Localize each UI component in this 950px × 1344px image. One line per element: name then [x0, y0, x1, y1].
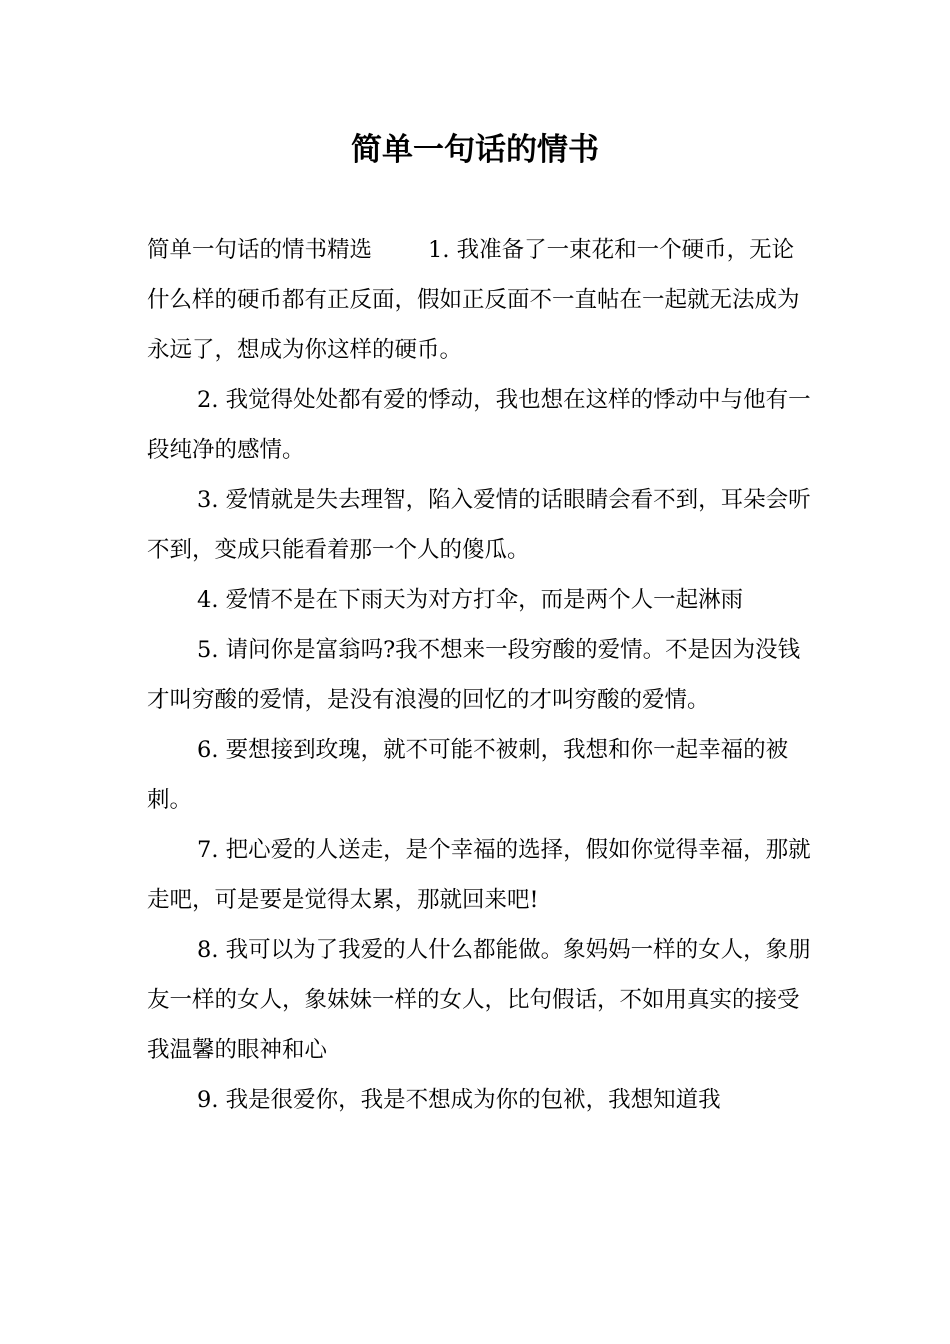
paragraph-5: 5. 请问你是富翁吗?我不想来一段穷酸的爱情。不是因为没钱才叫穷酸的爱情，是没有浪漫的回忆的才叫穷酸的爱情。 — [147, 637, 801, 713]
paragraph-6: 6. 要想接到玫瑰，就不可能不被刺，我想和你一起幸福的被刺。 — [147, 737, 789, 813]
document-body — [147, 225, 811, 1125]
paragraph-3: 3. 爱情就是失去理智，陷入爱情的话眼睛会看不到，耳朵会听不到，变成只能看着那一个人的傻瓜。 — [147, 487, 811, 563]
paragraph-9: 9. 我是很爱你，我是不想成为你的包袱，我想知道我 — [197, 1087, 721, 1113]
paragraph-2: 2. 我觉得处处都有爱的悸动，我也想在这样的悸动中与他有一段纯净的感情。 — [147, 387, 811, 463]
intro-paragraph — [147, 225, 811, 375]
paragraph-7: 7. 把心爱的人送走，是个幸福的选择，假如你觉得幸福，那就走吧，可是要是觉得太累，那就回来吧! — [147, 837, 811, 913]
intro-heading: 简单一句话的情书精选 — [147, 237, 373, 263]
intro-item: 1. 我准备了一束花和一个硬币，无论什么样的硬币都有正反面，假如正反面不一直帖在一起就无法成为永远了，想成为你这样的硬币。 — [147, 237, 800, 363]
paragraph-8: 8. 我可以为了我爱的人什么都能做。象妈妈一样的女人，象朋友一样的女人，象妹妹一样的女人，比句假话，不如用真实的接受我温馨的眼神和心 — [147, 937, 811, 1063]
paragraph-4: 4. 爱情不是在下雨天为对方打伞，而是两个人一起淋雨 — [197, 587, 744, 613]
document-title: 简单一句话的情书 — [351, 132, 599, 168]
